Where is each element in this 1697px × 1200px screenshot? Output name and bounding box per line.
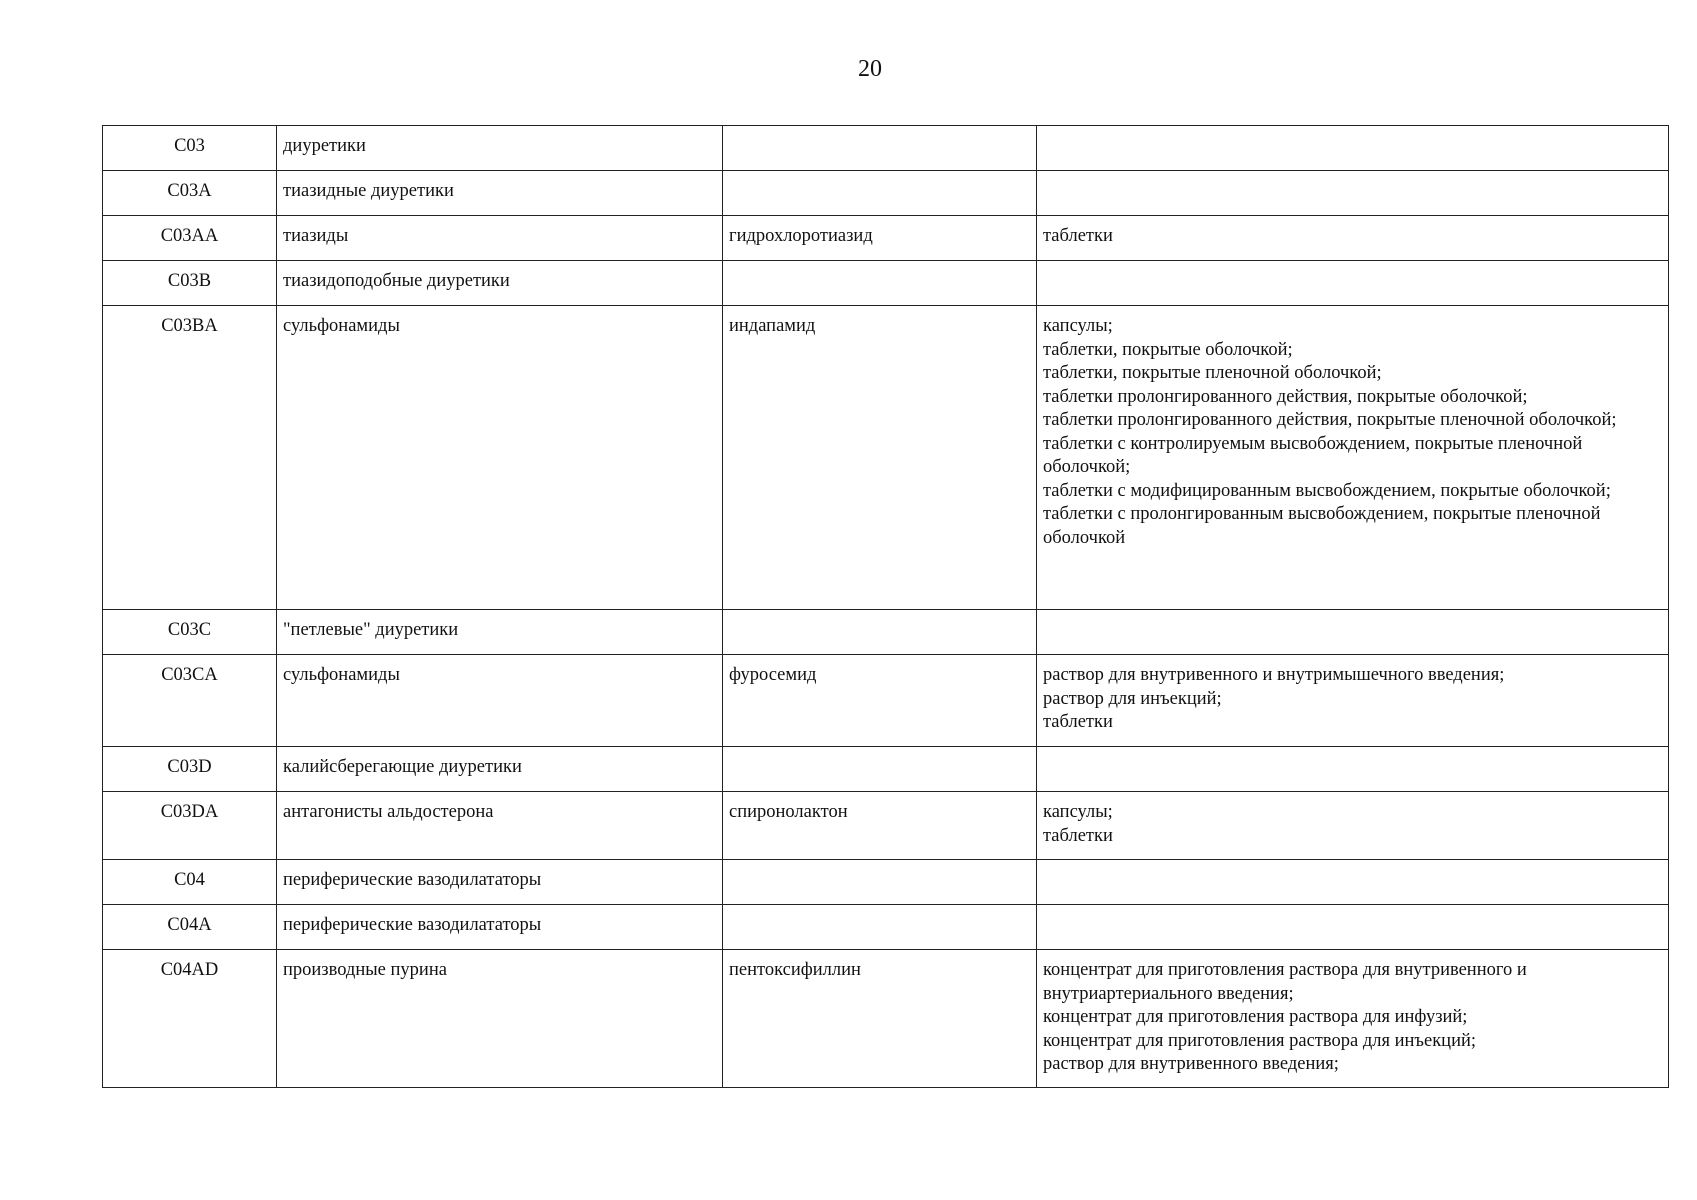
table-row xyxy=(103,171,1669,216)
atc-code-cell: C04 xyxy=(103,860,277,905)
drug-name-cell xyxy=(723,860,1037,905)
dosage-forms-cell xyxy=(1037,792,1669,860)
dosage-forms-cell xyxy=(1037,306,1669,610)
dosage-form-item: капсулы; xyxy=(1043,802,1113,822)
atc-code-cell: C03BA xyxy=(103,306,277,610)
atc-code-cell: C03D xyxy=(103,747,277,792)
anatomical-therapeutic-group-cell: тиазидные диуретики xyxy=(277,171,723,216)
anatomical-therapeutic-group-cell: диуретики xyxy=(277,126,723,171)
dosage-form-item: раствор для инъекций; xyxy=(1043,688,1222,709)
dosage-form-item: таблетки xyxy=(1043,712,1113,732)
atc-code-cell: C04A xyxy=(103,905,277,950)
anatomical-therapeutic-group-cell: сульфонамиды xyxy=(277,306,723,610)
anatomical-therapeutic-group-cell: тиазиды xyxy=(277,216,723,261)
dosage-forms-cell xyxy=(1037,860,1669,905)
dosage-form-item: таблетки, покрытые оболочкой; xyxy=(1043,339,1293,360)
dosage-forms-cell xyxy=(1037,655,1669,747)
atc-code-cell: C03AA xyxy=(103,216,277,261)
drug-name-cell: спиронолактон xyxy=(723,792,1037,860)
drug-name-cell: фуросемид xyxy=(723,655,1037,747)
table-row xyxy=(103,610,1669,655)
drug-name-cell xyxy=(723,905,1037,950)
drug-name-cell: индапамид xyxy=(723,306,1037,610)
atc-code-cell: C04AD xyxy=(103,950,277,1088)
dosage-forms-cell xyxy=(1037,261,1669,306)
anatomical-therapeutic-group-cell: калийсберегающие диуретики xyxy=(277,747,723,792)
dosage-form-item: таблетки с модифицированным высвобождением, покрытые оболочкой; xyxy=(1043,480,1611,501)
drug-name-cell: пентоксифиллин xyxy=(723,950,1037,1088)
dosage-form-item: таблетки xyxy=(1043,825,1113,846)
dosage-form-item: таблетки с пролонгированным высвобождением, покрытые пленочной оболочкой xyxy=(1043,504,1601,548)
dosage-forms-cell xyxy=(1037,610,1669,655)
dosage-form-item: раствор для внутривенного введения; xyxy=(1043,1054,1339,1074)
dosage-form-item: таблетки xyxy=(1043,226,1113,246)
dosage-form-item: таблетки пролонгированного действия, покрытые оболочкой; xyxy=(1043,386,1528,407)
drug-name-cell: гидрохлоротиазид xyxy=(723,216,1037,261)
dosage-forms-cell xyxy=(1037,126,1669,171)
dosage-form-item: таблетки пролонгированного действия, покрытые пленочной оболочкой; xyxy=(1043,410,1617,430)
table-row xyxy=(103,860,1669,905)
anatomical-therapeutic-group-cell: периферические вазодилататоры xyxy=(277,860,723,905)
table-row xyxy=(103,655,1669,747)
atc-code-cell: C03C xyxy=(103,610,277,655)
drug-table xyxy=(102,125,1669,1088)
table-row xyxy=(103,216,1669,261)
table-row xyxy=(103,792,1669,860)
dosage-forms-cell xyxy=(1037,747,1669,792)
dosage-forms-cell xyxy=(1037,905,1669,950)
anatomical-therapeutic-group-cell: "петлевые" диуретики xyxy=(277,610,723,655)
anatomical-therapeutic-group-cell: производные пурина xyxy=(277,950,723,1088)
anatomical-therapeutic-group-cell: сульфонамиды xyxy=(277,655,723,747)
dosage-form-item: таблетки с контролируемым высвобождением, покрытые пленочной оболочкой; xyxy=(1043,433,1583,477)
anatomical-therapeutic-group-cell: периферические вазодилататоры xyxy=(277,905,723,950)
table-row xyxy=(103,747,1669,792)
table-row xyxy=(103,905,1669,950)
drug-name-cell xyxy=(723,126,1037,171)
table-body xyxy=(103,126,1669,1088)
dosage-forms-cell xyxy=(1037,171,1669,216)
dosage-form-item: таблетки, покрытые пленочной оболочкой; xyxy=(1043,363,1382,383)
table-row xyxy=(103,950,1669,1088)
atc-code-cell: C03A xyxy=(103,171,277,216)
drug-name-cell xyxy=(723,261,1037,306)
drug-name-cell xyxy=(723,171,1037,216)
anatomical-therapeutic-group-cell: тиазидоподобные диуретики xyxy=(277,261,723,306)
dosage-form-item: концентрат для приготовления раствора для внутривенного и внутриартериального введения; xyxy=(1043,960,1527,1004)
table-row xyxy=(103,306,1669,610)
table-row xyxy=(103,261,1669,306)
dosage-form-item: концентрат для приготовления раствора для инфузий; xyxy=(1043,1007,1468,1027)
dosage-forms-cell xyxy=(1037,950,1669,1088)
drug-name-cell xyxy=(723,610,1037,655)
drug-name-cell xyxy=(723,747,1037,792)
page-number: 20 xyxy=(858,56,882,82)
dosage-form-item: концентрат для приготовления раствора для инъекций; xyxy=(1043,1030,1477,1051)
atc-code-cell: C03CA xyxy=(103,655,277,747)
dosage-form-item: раствор для внутривенного и внутримышечного введения; xyxy=(1043,665,1505,685)
atc-code-cell: C03 xyxy=(103,126,277,171)
dosage-form-item: капсулы; xyxy=(1043,316,1113,336)
atc-code-cell: C03B xyxy=(103,261,277,306)
anatomical-therapeutic-group-cell: антагонисты альдостерона xyxy=(277,792,723,860)
dosage-forms-cell xyxy=(1037,216,1669,261)
table-row xyxy=(103,126,1669,171)
atc-code-cell: C03DA xyxy=(103,792,277,860)
